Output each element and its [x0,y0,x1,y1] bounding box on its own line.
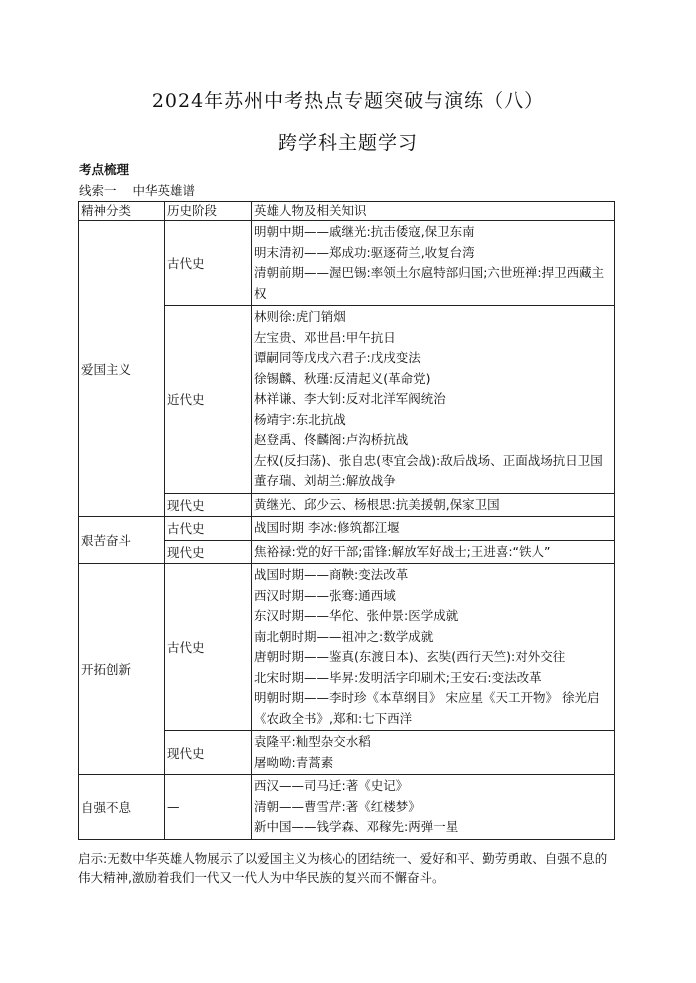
table-row [79,517,615,541]
clue-name: 中华英雄谱 [132,183,196,198]
hero-entry: 西汉——司马迁:著《史记》 [254,778,409,793]
stage-cell: — [165,775,252,840]
stage-cell: 近代史 [165,306,252,494]
hero-entry: 徐锡麟、秋瑾:反清起义(革命党) [254,370,431,386]
hero-entry: 袁隆平:籼型杂交水稻 [254,734,371,749]
heroes-cell [252,221,615,306]
hero-entry: 黄继光、邱少云、杨根思:抗美援朝,保家卫国 [254,496,500,512]
header-heroes: 英雄人物及相关知识 [252,202,615,221]
heroes-cell [252,540,615,564]
hero-entry: 新中国——钱学森、邓稼先:两弹一星 [254,819,459,834]
hero-entry: 焦裕禄:党的好干部;雷锋:解放军好战士;王进喜:“铁人” [254,543,551,559]
hero-table [78,201,615,840]
stage-cell: 现代史 [165,540,252,564]
hero-entry: 左权(反扫荡)、张自忠(枣宜会战):敌后战场、正面战场抗日卫国 [254,452,603,468]
hero-entry: 明朝时期——李时珍《本草纲目》 宋应星《天工开物》 徐光启《农政全书》,郑和:七下西洋 [254,690,600,726]
heroes-cell [252,731,615,775]
hero-entry: 南北朝时期——祖冲之:数学成就 [254,628,434,644]
stage-cell: 古代史 [165,221,252,306]
page-subtitle: 跨学科主题学习 [277,132,418,154]
table-row [79,564,615,731]
hero-entry: 赵登禹、佟麟阁:卢沟桥抗战 [254,432,409,447]
hero-entry: 明末清初——郑成功:驱逐荷兰,收复台湾 [254,244,475,260]
heroes-cell [252,517,615,541]
heroes-cell [252,306,615,494]
hero-entry: 战国时期——商鞅:变法改革 [254,567,409,582]
hero-entry: 谭嗣同等戊戌六君子:戊戌变法 [254,350,421,365]
table-row [79,221,615,306]
hero-entry: 左宝贵、邓世昌:甲午抗日 [254,329,396,345]
header-spirit: 精神分类 [79,202,165,221]
section-label: 考点梳理 [79,162,130,177]
spirit-cell: 艰苦奋斗 [79,517,165,564]
hero-entry: 董存瑞、刘胡兰:解放战争 [254,473,396,488]
hero-entry: 清朝前期——渥巴锡:率领土尔扈特部归国;六世班禅:捍卫西藏主权 [254,265,605,301]
hero-entry: 明朝中期——戚继光:抗击倭寇,保卫东南 [254,224,475,239]
page-title: 2024年苏州中考热点专题突破与演练（八） [151,90,545,112]
stage-cell: 现代史 [165,731,252,775]
table-header-row [79,202,615,221]
spirit-cell: 开拓创新 [79,564,165,775]
hero-entry: 杨靖宇:东北抗战 [254,411,346,427]
clue-line [79,181,211,199]
heroes-cell [252,775,615,840]
spirit-cell: 自强不息 [79,775,165,840]
revelation-note: 启示:无数中华英雄人物展示了以爱国主义为核心的团结统一、爱好和平、勤劳勇敢、自强不息的伟大精神,激励着我们一代又一代人为中华民族的复兴而不懈奋斗。 [78,851,608,885]
table-row [79,775,615,840]
stage-cell: 古代史 [165,517,252,541]
heroes-cell [252,493,615,517]
header-stage: 历史阶段 [165,202,252,221]
clue-prefix: 线索一 [79,183,117,198]
stage-cell: 现代史 [165,493,252,517]
hero-entry: 北宋时期——毕昇:发明活字印刷术;王安石:变法改革 [254,669,542,685]
spirit-cell: 爱国主义 [79,221,165,517]
hero-entry: 清朝——曹雪芹:著《红楼梦》 [254,798,421,814]
hero-entry: 林则徐:虎门销烟 [254,309,346,324]
hero-entry: 林祥谦、李大钊:反对北洋军阀统治 [254,391,446,406]
hero-entry: 战国时期 李冰:修筑都江堰 [254,520,400,535]
stage-cell: 古代史 [165,564,252,731]
hero-entry: 西汉时期——张骞:通西域 [254,587,396,603]
heroes-cell [252,564,615,731]
hero-entry: 屠呦呦:青蒿素 [254,754,334,770]
hero-entry: 唐朝时期——鉴真(东渡日本)、玄奘(西行天竺):对外交往 [254,649,566,664]
hero-entry: 东汉时期——华佗、张仲景:医学成就 [254,608,459,623]
